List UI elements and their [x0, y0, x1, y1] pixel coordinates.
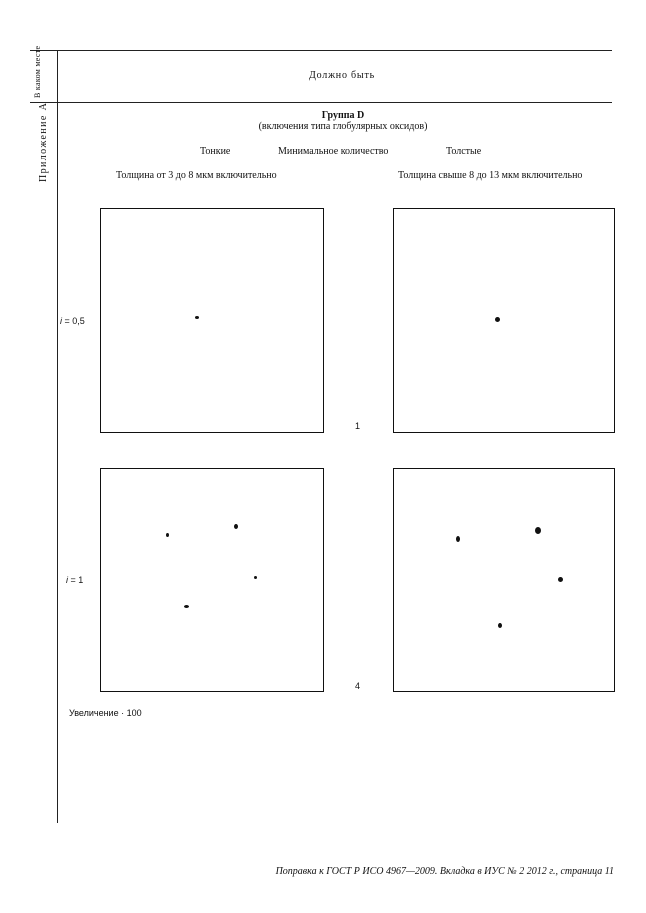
inclusion-dot [498, 623, 502, 628]
should-be-title: Должно быть [309, 70, 375, 81]
i-label-row-2 [66, 575, 83, 585]
header-top-line [30, 50, 612, 51]
inclusion-dot [184, 605, 189, 608]
inclusion-dot [234, 524, 238, 529]
magnification-label: Увеличение · 100 [69, 708, 142, 718]
inclusion-dot [495, 317, 500, 322]
inclusion-dot [535, 527, 541, 534]
inclusion-dot [254, 576, 257, 579]
inclusion-dot [195, 316, 199, 319]
inclusion-dot [558, 577, 563, 582]
appendix-label [38, 102, 49, 182]
i-symbol: i [66, 575, 68, 585]
appendix-label-text: Приложение А [38, 101, 49, 182]
i-label-row-1 [60, 316, 85, 326]
thin-header: Тонкие [200, 146, 231, 157]
page-footer: Поправка к ГОСТ Р ИСО 4967—2009. Вкладка в ИУС № 2 2012 г., страница 11 [275, 866, 614, 877]
group-subtitle: (включения типа глобулярных оксидов) [258, 121, 428, 132]
min-count-header: Минимальное количество [278, 146, 389, 157]
inclusion-dot [456, 536, 460, 542]
thick-header: Толстые [446, 146, 482, 157]
field-thin-row-2 [100, 468, 324, 692]
field-thick-row-1 [393, 208, 615, 433]
thin-thickness-header: Толщина от 3 до 8 мкм включительно [116, 170, 277, 181]
min-count-row-1: 1 [355, 421, 361, 431]
i-value: = 1 [68, 575, 84, 585]
left-margin-line [57, 50, 58, 823]
inclusion-dot [166, 533, 169, 537]
group-title: Группа D [321, 110, 365, 121]
i-value: = 0,5 [62, 316, 85, 326]
field-thick-row-2 [393, 468, 615, 692]
where-label-text: В каком месте [33, 45, 42, 98]
thick-thickness-header: Толщина свыше 8 до 13 мкм включительно [398, 170, 583, 181]
header-bottom-line [30, 102, 612, 103]
field-thin-row-1 [100, 208, 324, 433]
i-symbol: i [60, 316, 62, 326]
min-count-row-2: 4 [355, 681, 361, 691]
where-label [33, 45, 42, 98]
